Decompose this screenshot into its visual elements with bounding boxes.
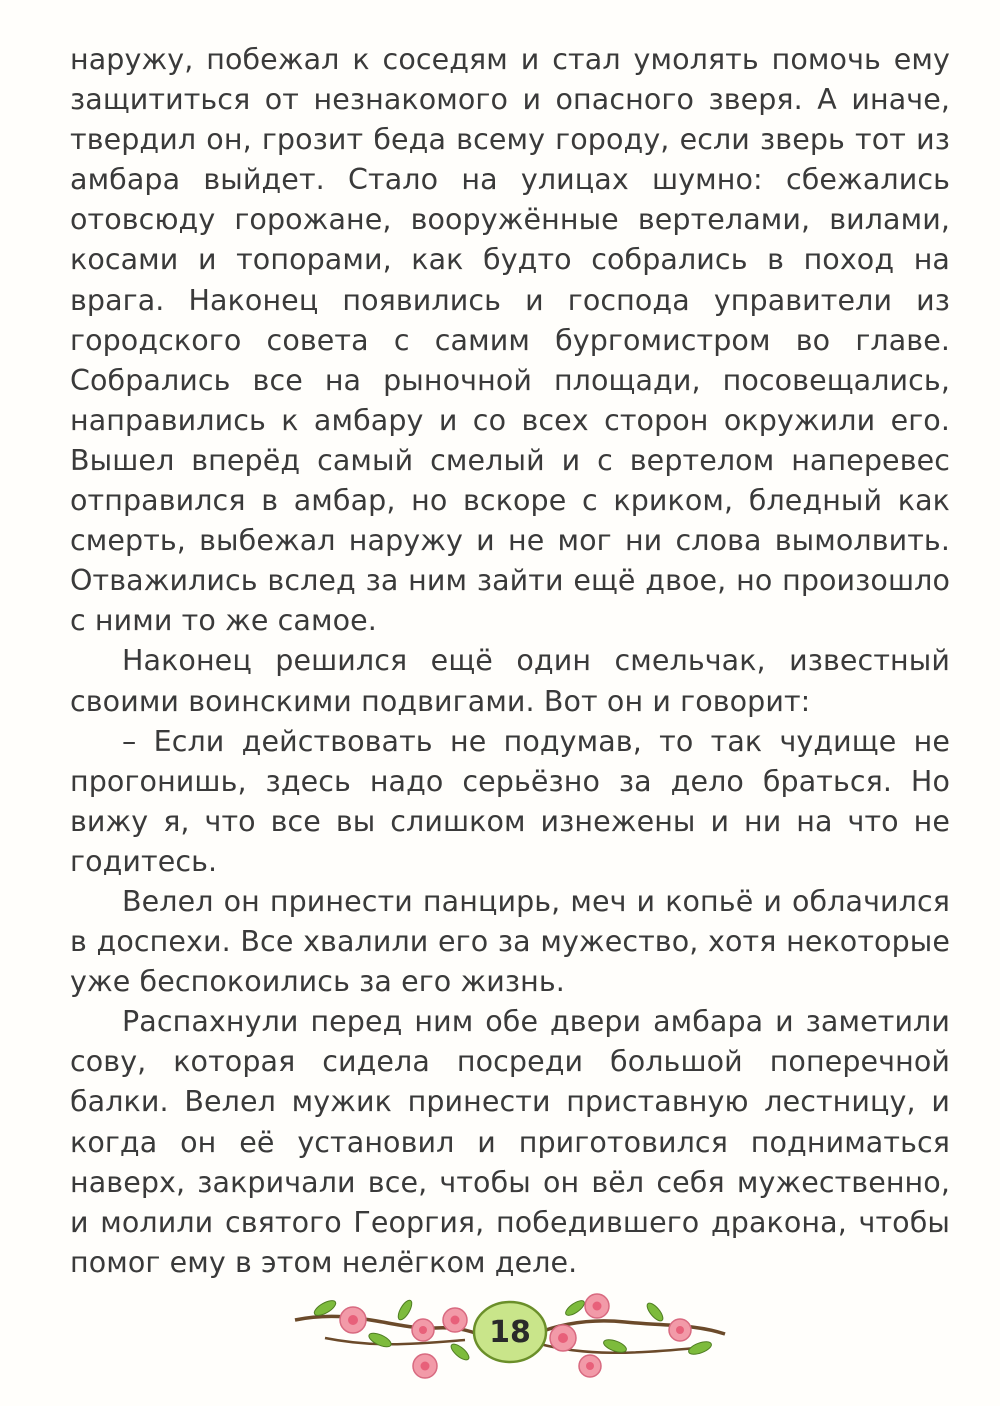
paragraph-1: наружу, побежал к соседям и стал умолять помочь ему защититься от незнакомого и опасного зверя. А иначе, твердил он, грозит беда всему городу, если зверь тот из амбара выйдет. Стало на улицах шумно: сбежались отовсюду горожане, вооружённые вертелами, вилами, косами и топорами, как будто собрались в поход на врага. Наконец появились и господа управители из городского совета с самим бургомистром во главе. Собрались все на рыночной площади, посовещались, направились к амбару и со всех сторон окружили его. Вышел вперёд самый смелый и с вертелом наперевес отправился в амбар, но вскоре с криком, бледный как смерть, выбежал наружу и не мог ни слова вымолвить. Отважились вслед за ним зайти ещё двое, но произошло с ними то же самое.	[70, 43, 950, 638]
flower-icon	[413, 1354, 437, 1378]
paragraph-5: Распахнули перед ним обе двери амбара и заметили сову, которая сидела посреди большой поперечной балки. Велел мужик принести приставную лестницу, и когда он её установил и приготовился подниматься наверх, закричали все, чтобы он вёл себя мужественно, и молили святого Георгия, победившего дракона, чтобы помог ему в этом нелёгком деле.	[70, 1005, 950, 1279]
leaf-icon	[367, 1330, 393, 1349]
leaf-icon	[687, 1339, 713, 1357]
leaf-icon	[563, 1298, 586, 1318]
flower-icon	[412, 1319, 434, 1341]
flower-icon	[550, 1325, 576, 1351]
paragraph-2: Наконец решился ещё один смельчак, известный своими воинскими подвигами. Вот он и говорит:	[70, 644, 950, 718]
flower-icon	[579, 1355, 601, 1377]
page-number: 18	[489, 1314, 531, 1350]
leaf-icon	[644, 1301, 665, 1324]
flower-icon	[443, 1308, 467, 1332]
paragraph-3: – Если действовать не подумав, то так чудище не прогонишь, здесь надо серьёзно за дело браться. Но вижу я, что все вы слишком изнежены и ни на что не годитесь.	[70, 724, 950, 878]
flower-icon	[669, 1319, 691, 1341]
vine-branch-left-lower	[325, 1338, 465, 1344]
leaf-icon	[396, 1298, 415, 1322]
story-text	[70, 40, 950, 1283]
flower-icon	[340, 1307, 366, 1333]
paragraph-4: Велел он принести панцирь, меч и копьё и облачился в доспехи. Все хвалили его за мужество, хотя некоторые уже беспокоились за его жизнь.	[70, 884, 950, 999]
flower-icon	[585, 1294, 609, 1318]
leaf-icon	[449, 1341, 472, 1362]
